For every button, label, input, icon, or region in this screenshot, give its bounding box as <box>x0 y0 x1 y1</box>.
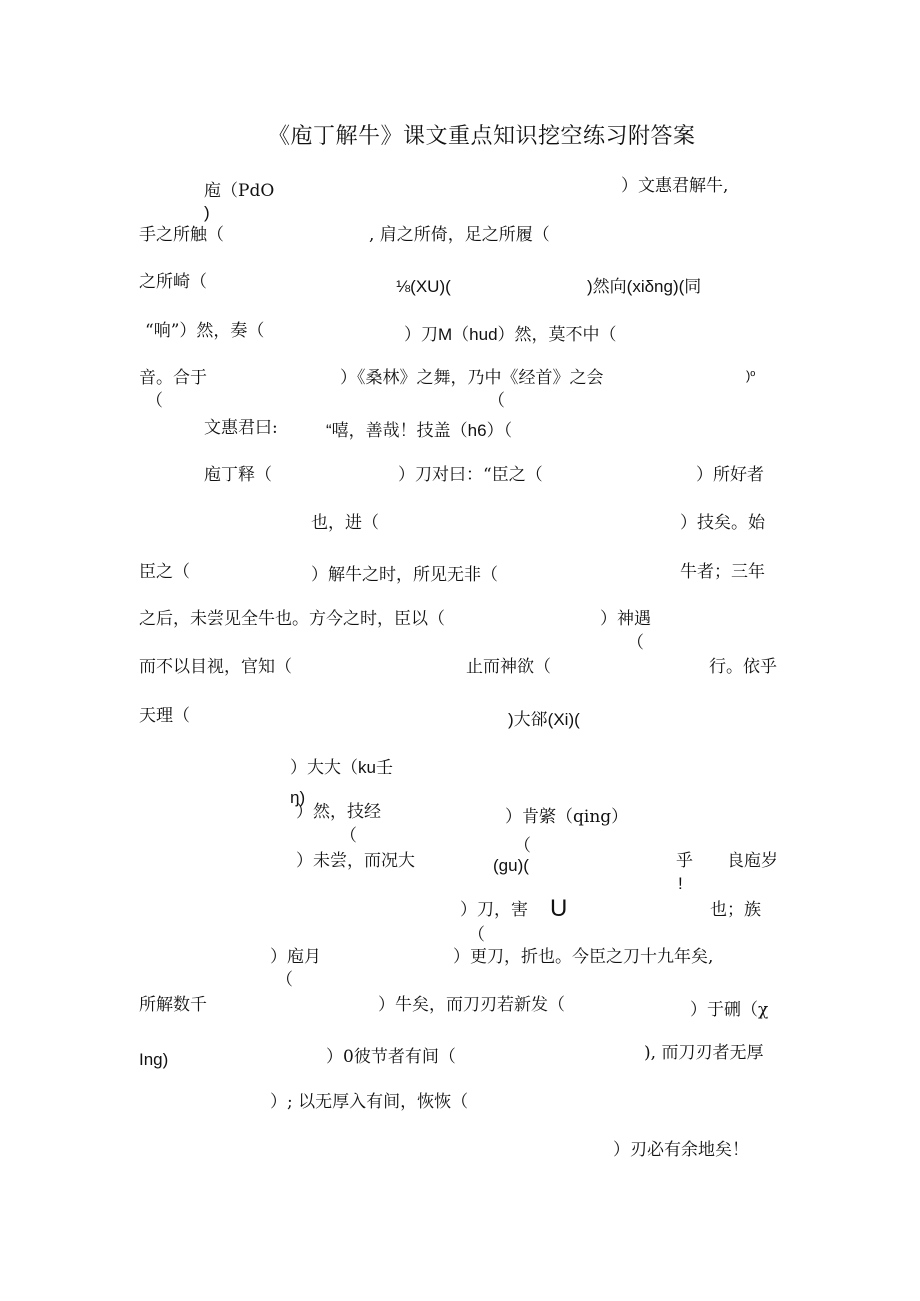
text-fragment: )然向(xiδng)(同 <box>587 277 702 296</box>
text-fragment: ）更刀，折也。今臣之刀十九年矣, <box>453 947 714 967</box>
text-fragment: ）刃必有余地矣！ <box>613 1140 749 1160</box>
text-fragment: （ <box>488 391 505 411</box>
text-fragment: ）解牛之时，所见无非（ <box>311 565 498 585</box>
text-fragment: 天理（ <box>139 706 190 726</box>
text-fragment: ）; 以无厚入有间，恢恢（ <box>270 1092 469 1112</box>
text-fragment: , 肩之所倚，足之所履（ <box>369 225 550 245</box>
text-fragment: )º <box>746 368 756 383</box>
text-fragment: （ <box>340 826 357 846</box>
text-fragment: ! <box>678 874 683 893</box>
text-fragment: ), 而刀刃者无厚 <box>644 1043 764 1063</box>
text-fragment: ）刀，害 <box>460 900 528 920</box>
text-fragment: ）庖月 <box>270 947 321 967</box>
text-fragment: 庖丁释（ <box>204 465 272 485</box>
text-fragment: ）0彼节者有间（ <box>326 1047 456 1067</box>
text-fragment: U <box>550 895 568 922</box>
text-fragment: 牛者；三年 <box>680 562 765 582</box>
text-fragment: ）然，技经 <box>296 802 381 822</box>
text-fragment: ）大大（ku壬 <box>290 758 393 777</box>
text-fragment: 而不以目视，官知（ <box>139 657 292 677</box>
text-fragment: ）所好者 <box>696 465 764 485</box>
text-fragment: ）肯綮（qing） <box>505 807 629 827</box>
text-fragment: ）刀对曰：“臣之（ <box>398 465 543 485</box>
text-fragment: ) <box>204 203 210 222</box>
text-fragment: )大郤(Xi)( <box>508 710 580 729</box>
text-fragment: ŋ) <box>290 788 306 807</box>
text-fragment: 也；族 <box>710 900 761 920</box>
text-fragment: 良庖岁 <box>727 851 778 871</box>
text-fragment: 之所崎（ <box>139 272 207 292</box>
text-fragment: 文惠君曰: <box>204 418 278 438</box>
text-fragment: ）于硎（χ <box>690 1000 769 1020</box>
text-fragment: 所解数千 <box>139 995 207 1015</box>
text-fragment: （ <box>627 633 644 653</box>
text-fragment: ）《桑林》之舞，乃中《经首》之会 <box>340 368 604 388</box>
text-fragment: 手之所触（ <box>139 225 224 245</box>
text-fragment: Ing) <box>139 1050 169 1069</box>
text-fragment: 之后，未尝见全牛也。方今之时，臣以（ <box>139 609 445 629</box>
text-fragment: 乎 <box>676 851 693 871</box>
text-fragment: ）未尝，而况大 <box>296 851 415 871</box>
text-fragment: ）文惠君解牛, <box>621 176 729 196</box>
text-fragment: ）技矣。始 <box>680 513 765 533</box>
text-fragment: ）神遇 <box>600 609 651 629</box>
text-fragment: “响”）然，奏（ <box>145 321 265 341</box>
text-fragment: 行。依乎 <box>709 657 777 677</box>
text-fragment: 音。合于 <box>139 368 207 388</box>
text-fragment: 臣之（ <box>139 562 190 582</box>
text-fragment: ）刀M（hud）然，莫不中（ <box>404 325 617 344</box>
text-fragment: （ <box>276 970 293 990</box>
text-fragment: （ <box>514 836 531 855</box>
text-fragment: 也，进（ <box>311 513 379 533</box>
text-fragment: ）牛矣，而刀刃若新发（ <box>378 995 565 1015</box>
page-title: 《庖丁解牛》课文重点知识挖空练习附答案 <box>268 124 696 149</box>
text-fragment: (gu)( <box>493 856 529 875</box>
text-fragment: “嘻，善哉！技盖（h6）（ <box>326 421 513 440</box>
text-fragment: （ <box>468 925 485 945</box>
text-fragment: 庖（PdO <box>204 181 275 201</box>
text-fragment: （ <box>146 391 163 411</box>
text-fragment: 止而神欲（ <box>466 657 551 677</box>
text-fragment: ⅛(XU)( <box>396 277 451 296</box>
